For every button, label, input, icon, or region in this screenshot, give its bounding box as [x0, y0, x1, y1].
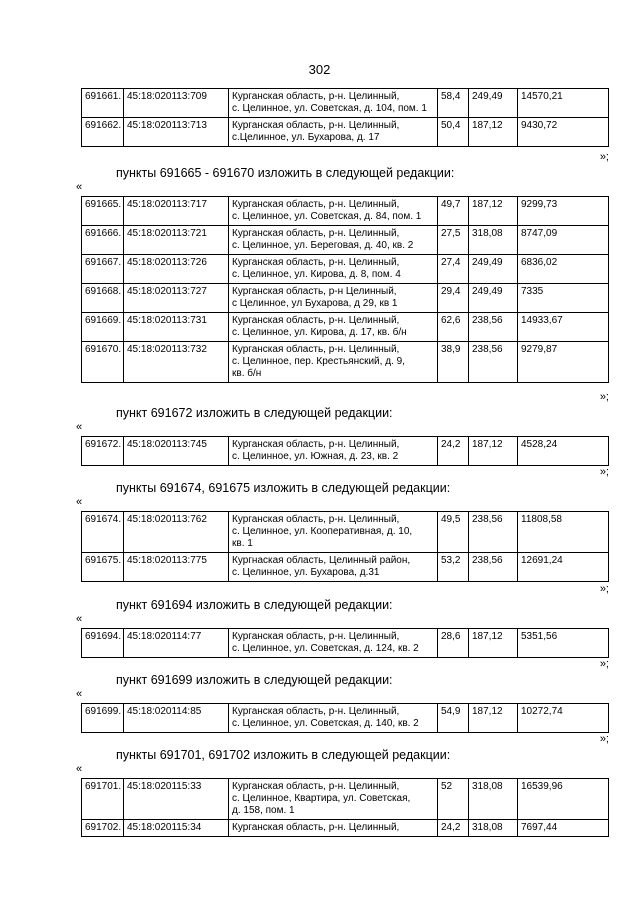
rate-value: 238,56 — [469, 553, 518, 582]
address-line: с. Целинное, ул. Советская, д. 140, кв. 2 — [232, 718, 419, 729]
rate-value: 318,08 — [469, 779, 518, 820]
address-cell — [229, 226, 438, 255]
address-line: Курганская область, р-н. Целинный, — [232, 257, 400, 268]
address-cell — [229, 118, 438, 147]
item-number: 691667. — [82, 255, 124, 284]
item-number: 691669. — [82, 313, 124, 342]
address-cell — [229, 820, 438, 837]
cadastral-number: 45:18:020113:709 — [124, 89, 229, 118]
table-row — [82, 437, 609, 466]
total-value: 9279,87 — [518, 342, 609, 383]
opening-quote: « — [76, 688, 83, 700]
item-number: 691662. — [82, 118, 124, 147]
table-row — [82, 89, 609, 118]
rate-value: 249,49 — [469, 255, 518, 284]
item-number: 691665. — [82, 197, 124, 226]
property-table — [81, 511, 609, 582]
area-value: 49,5 — [438, 512, 469, 553]
address-cell — [229, 284, 438, 313]
amendment-instruction: пункт 691699 изложить в следующей редакции: — [116, 673, 393, 687]
property-table — [81, 436, 609, 466]
address-cell — [229, 89, 438, 118]
area-value: 24,2 — [438, 820, 469, 837]
cadastral-number: 45:18:020113:775 — [124, 553, 229, 582]
cadastral-number: 45:18:020113:717 — [124, 197, 229, 226]
address-cell — [229, 629, 438, 658]
address-cell — [229, 342, 438, 383]
rate-value: 238,56 — [469, 512, 518, 553]
address-line: с. Целинное, ул. Советская, д. 84, пом. 1 — [232, 211, 422, 222]
area-value: 27,4 — [438, 255, 469, 284]
area-value: 54,9 — [438, 704, 469, 733]
table-row — [82, 313, 609, 342]
table-row — [82, 779, 609, 820]
address-line: с. Целинное, ул. Советская, д. 124, кв. 2 — [232, 643, 419, 654]
address-line: с. Целинное, пер. Крестьянский, д. 9, — [232, 356, 405, 367]
area-value: 24,2 — [438, 437, 469, 466]
address-line: с. Целинное, Квартира, ул. Советская, — [232, 793, 411, 804]
address-line: с.Целинное, ул. Бухарова, д. 17 — [232, 132, 380, 143]
total-value: 11808,58 — [518, 512, 609, 553]
rate-value: 187,12 — [469, 437, 518, 466]
property-table — [81, 778, 609, 837]
table-row — [82, 553, 609, 582]
table-row — [82, 342, 609, 383]
amendment-instruction: пункт 691694 изложить в следующей редакции: — [116, 598, 393, 612]
total-value: 4528,24 — [518, 437, 609, 466]
address-line: Курганская область, р-н. Целинный, — [232, 199, 400, 210]
rate-value: 238,56 — [469, 313, 518, 342]
cadastral-number: 45:18:020114:85 — [124, 704, 229, 733]
area-value: 29,4 — [438, 284, 469, 313]
rate-value: 318,08 — [469, 226, 518, 255]
item-number: 691666. — [82, 226, 124, 255]
address-line: Курганская область, р-н. Целинный, — [232, 781, 400, 792]
closing-quote: »; — [599, 733, 609, 745]
address-line: кв. 1 — [232, 538, 253, 549]
area-value: 62,6 — [438, 313, 469, 342]
area-value: 49,7 — [438, 197, 469, 226]
rate-value: 249,49 — [469, 284, 518, 313]
area-value: 28,6 — [438, 629, 469, 658]
opening-quote: « — [76, 181, 83, 193]
table-row — [82, 118, 609, 147]
closing-quote: »; — [599, 658, 609, 670]
address-line: Курганская область, р-н Целинный, — [232, 286, 397, 297]
amendment-instruction: пункты 691701, 691702 изложить в следующей редакции: — [116, 748, 451, 762]
total-value: 14570,21 — [518, 89, 609, 118]
closing-quote: »; — [599, 151, 609, 163]
amendment-instruction: пункты 691665 - 691670 изложить в следующей редакции: — [116, 166, 455, 180]
total-value: 7697,44 — [518, 820, 609, 837]
closing-quote: »; — [599, 466, 609, 478]
address-line: Курганская область, р-н. Целинный, — [232, 631, 400, 642]
address-cell — [229, 704, 438, 733]
total-value: 9299,73 — [518, 197, 609, 226]
property-table — [81, 703, 609, 733]
item-number: 691701. — [82, 779, 124, 820]
cadastral-number: 45:18:020113:727 — [124, 284, 229, 313]
address-line: Кургнаская область, Целинный район, — [232, 555, 411, 566]
address-line: с. Целинное, ул. Южная, д. 23, кв. 2 — [232, 451, 399, 462]
cadastral-number: 45:18:020113:721 — [124, 226, 229, 255]
table-row — [82, 226, 609, 255]
total-value: 8747,09 — [518, 226, 609, 255]
property-table — [81, 196, 609, 383]
address-cell — [229, 197, 438, 226]
item-number: 691674. — [82, 512, 124, 553]
opening-quote: « — [76, 763, 83, 775]
address-cell — [229, 255, 438, 284]
closing-quote: »; — [599, 391, 609, 403]
amendment-instruction: пункты 691674, 691675 изложить в следующей редакции: — [116, 481, 451, 495]
address-cell — [229, 553, 438, 582]
opening-quote: « — [76, 613, 83, 625]
address-line: Курганская область, р-н. Целинный, — [232, 514, 400, 525]
address-line: Курганская область, р-н. Целинный, — [232, 822, 400, 833]
table-row — [82, 512, 609, 553]
table-row — [82, 820, 609, 837]
opening-quote: « — [76, 496, 83, 508]
area-value: 53,2 — [438, 553, 469, 582]
total-value: 6836,02 — [518, 255, 609, 284]
table-row — [82, 629, 609, 658]
item-number: 691672. — [82, 437, 124, 466]
property-table — [81, 628, 609, 658]
table-row — [82, 284, 609, 313]
address-line: с Целинное, ул Бухарова, д 29, кв 1 — [232, 298, 398, 309]
cadastral-number: 45:18:020113:726 — [124, 255, 229, 284]
rate-value: 238,56 — [469, 342, 518, 383]
area-value: 38,9 — [438, 342, 469, 383]
address-line: Курганская область, р-н. Целинный, — [232, 228, 400, 239]
total-value: 14933,67 — [518, 313, 609, 342]
area-value: 52 — [438, 779, 469, 820]
item-number: 691675. — [82, 553, 124, 582]
item-number: 691699. — [82, 704, 124, 733]
address-line: с. Целинное, ул. Береговая, д. 40, кв. 2 — [232, 240, 414, 251]
table-row — [82, 704, 609, 733]
page-number: 302 — [308, 62, 331, 77]
total-value: 9430,72 — [518, 118, 609, 147]
total-value: 16539,96 — [518, 779, 609, 820]
item-number: 691668. — [82, 284, 124, 313]
address-line: Курганская область, р-н. Целинный, — [232, 91, 400, 102]
table-row — [82, 255, 609, 284]
address-cell — [229, 313, 438, 342]
total-value: 10272,74 — [518, 704, 609, 733]
item-number: 691661. — [82, 89, 124, 118]
address-line: Курганская область, р-н. Целинный, — [232, 344, 400, 355]
cadastral-number: 45:18:020113:713 — [124, 118, 229, 147]
rate-value: 187,12 — [469, 704, 518, 733]
cadastral-number: 45:18:020114:77 — [124, 629, 229, 658]
address-line: с. Целинное, ул. Бухарова, д.31 — [232, 567, 380, 578]
address-line: Курганская область, р-н. Целинный, — [232, 439, 400, 450]
area-value: 58,4 — [438, 89, 469, 118]
table-row — [82, 197, 609, 226]
area-value: 50,4 — [438, 118, 469, 147]
address-line: Курганская область, р-н. Целинный, — [232, 120, 400, 131]
area-value: 27,5 — [438, 226, 469, 255]
address-line: Курганская область, р-н. Целинный, — [232, 315, 400, 326]
item-number: 691694. — [82, 629, 124, 658]
item-number: 691702. — [82, 820, 124, 837]
amendment-instruction: пункт 691672 изложить в следующей редакции: — [116, 406, 393, 420]
address-cell — [229, 512, 438, 553]
rate-value: 187,12 — [469, 118, 518, 147]
total-value: 5351,56 — [518, 629, 609, 658]
cadastral-number: 45:18:020113:762 — [124, 512, 229, 553]
cadastral-number: 45:18:020115:34 — [124, 820, 229, 837]
address-line: с. Целинное, ул. Кирова, д. 8, пом. 4 — [232, 269, 401, 280]
address-line: с. Целинное, ул. Кирова, д. 17, кв. б/н — [232, 327, 407, 338]
cadastral-number: 45:18:020115:33 — [124, 779, 229, 820]
address-line: д. 158, пом. 1 — [232, 805, 295, 816]
opening-quote: « — [76, 421, 83, 433]
total-value: 7335 — [518, 284, 609, 313]
rate-value: 187,12 — [469, 629, 518, 658]
cadastral-number: 45:18:020113:732 — [124, 342, 229, 383]
rate-value: 318,08 — [469, 820, 518, 837]
item-number: 691670. — [82, 342, 124, 383]
cadastral-number: 45:18:020113:745 — [124, 437, 229, 466]
address-line: кв. б/н — [232, 368, 262, 379]
closing-quote: »; — [599, 583, 609, 595]
rate-value: 249,49 — [469, 89, 518, 118]
address-line: с. Целинное, ул. Советская, д. 104, пом. 1 — [232, 103, 427, 114]
rate-value: 187,12 — [469, 197, 518, 226]
address-line: с. Целинное, ул. Кооперативная, д. 10, — [232, 526, 413, 537]
property-table — [81, 88, 609, 147]
address-cell — [229, 779, 438, 820]
address-line: Курганская область, р-н. Целинный, — [232, 706, 400, 717]
cadastral-number: 45:18:020113:731 — [124, 313, 229, 342]
address-cell — [229, 437, 438, 466]
total-value: 12691,24 — [518, 553, 609, 582]
